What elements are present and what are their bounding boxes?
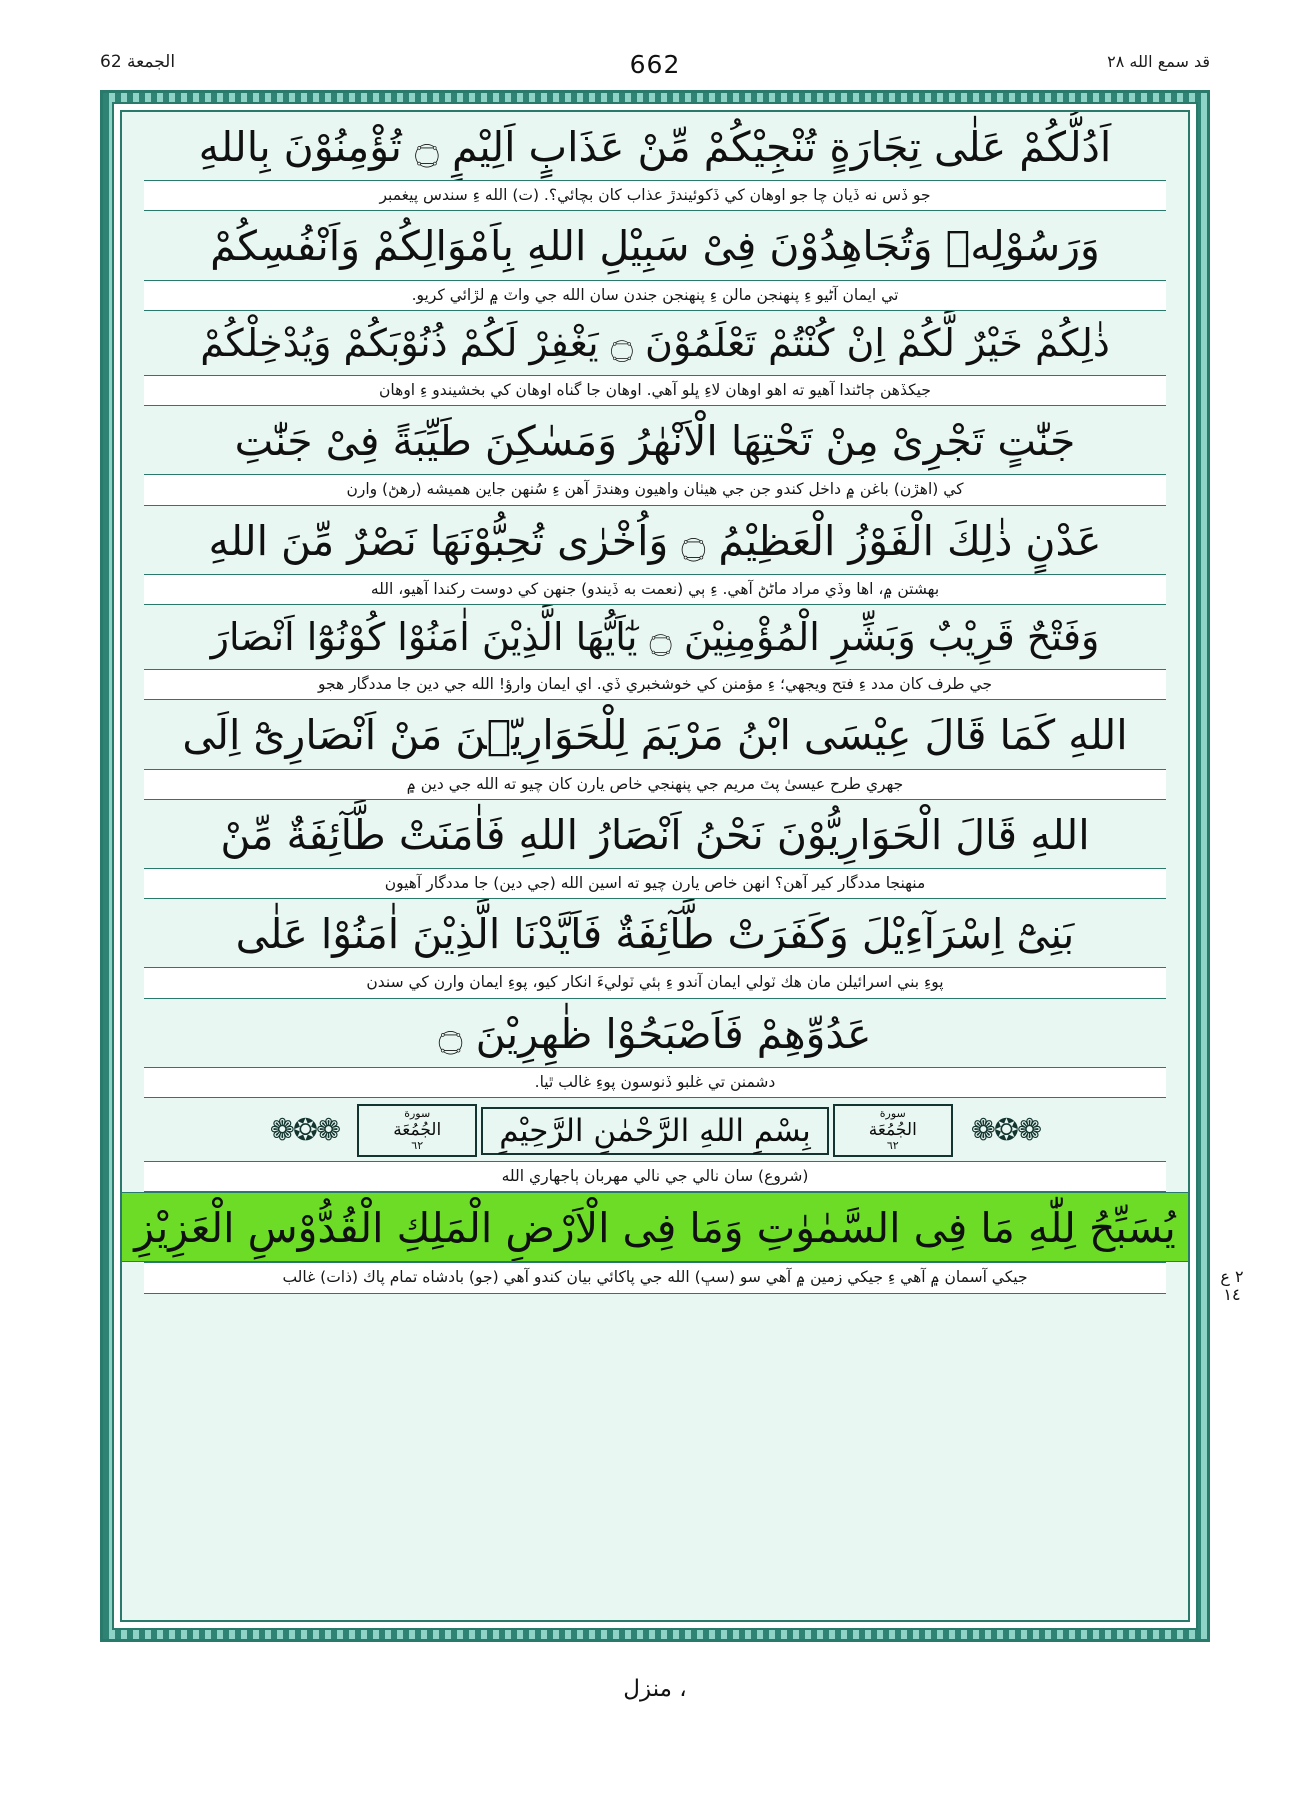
page-number: 662 [629,50,681,79]
translation-text: جي طرف كان مدد ءِ فتح ويجهي؛ ءِ مؤمنن كي خوشخبري ڏي. اي ايمان وارؤ! الله جي دين جا مددگار هجو [144,669,1166,700]
ayah-text: وَفَتْحٌ قَرِيْبٌ وَبَشِّرِ الْمُؤْمِنِيْنَ ۝ يٰٓاَيُّهَا الَّذِيْنَ اٰمَنُوْا كُوْنُوْٓا اَنْصَارَ [210,615,1100,660]
translation-row [122,769,1188,800]
translation-text: جهري طرح عيسىٰ پٽ مريم جي پنهنجي خاص يارن كان چيو ته الله جي دين ۾ [144,769,1166,800]
translation-text: پوءِ بني اسرائيلن مان هك ٽولي ايمان آندو ءِ ٻئي ٽوليءَ انكار كيو، پوءِ ايمان وارن كي سندن [144,967,1166,998]
translation-row [122,574,1188,605]
surah-number-2: ٦٢ [411,1139,424,1153]
translation-row [122,669,1188,700]
surah-label: سورة [879,1107,906,1121]
translation-text: تي ايمان آڻيو ءِ پنهنجن مالن ءِ پنهنجن جندن سان الله جي واٽ ۾ لڙائي كريو. [144,280,1166,311]
translation-row [122,180,1188,211]
ayah-text: وَرَسُوْلِهٖ وَتُجَاهِدُوْنَ فِىْ سَبِيْلِ اللهِ بِاَمْوَالِكُمْ وَاَنْفُسِكُمْ [210,222,1100,271]
ayah-text: اَدُلُّكُمْ عَلٰى تِجَارَةٍ تُنْجِيْكُمْ مِّنْ عَذَابٍ اَلِيْمٍ ۝ تُؤْمِنُوْنَ بِاللهِ [198,123,1112,171]
ornament-icon-2: ❁❂❁ [269,1113,340,1149]
ayah-text: اللهِ كَمَا قَالَ عِيْسَى ابْنُ مَرْيَمَ لِلْحَوَارِيّٖنَ مَنْ اَنْصَارِىْٓ اِلَى [182,711,1128,760]
ruku-marker: ٢ ع ١٤ [1220,1267,1244,1305]
ayah-text: اللهِ قَالَ الْحَوَارِيُّوْنَ نَحْنُ اَنْصَارُ اللهِ فَاٰمَنَتْ طَّآئِفَةٌ مِّنْ [220,810,1090,859]
translation-text: كي (اهڙن) باغن ۾ داخل كندو جن جي هيٺان واهيون وهندڙ آهن ءِ سُنهن جاين هميشه (رهڻ) وارن [144,474,1166,505]
surah-badge-left [357,1104,477,1157]
header-surah-label: الجمعة 62 [100,52,176,72]
ayah-text-final: عَدُوِّهِمْ فَاَصْبَحُوْا ظٰهِرِيْنَ ۝ [438,1009,872,1058]
surah-badge-right [833,1104,953,1157]
surah-number: ٦٢ [886,1139,899,1153]
translation-text: دشمنن تي غلبو ڏنوسون پوءِ غالب ٿيا. [144,1067,1166,1098]
translation-text: بهشتن ۾، اها وڏي مراد ماڻڻ آهي. ءِ ٻي (نعمت به ڏيندو) جنهن كي دوست ركندا آهيو، الله [144,574,1166,605]
translation-row [122,1067,1188,1098]
surah-name: الجُمُعَة [868,1119,917,1140]
translation-row [122,1161,1188,1192]
translation-text: جو ڏس نه ڏيان چا جو اوهان كي ڏكوئيندڙ عذاب كان بچائي؟. (ت) الله ءِ سندس پيغمبر [144,180,1166,211]
translation-row [122,474,1188,505]
basmala-text: بِسْمِ اللهِ الرَّحْمٰنِ الرَّحِيْمِ [481,1107,829,1155]
header-juz-label: قد سمع الله ٢٨ [1107,52,1210,71]
translation-row [122,1262,1188,1293]
ayah-text: بَنِىْٓ اِسْرَآءِيْلَ وَكَفَرَتْ طَّآئِفَةٌ فَاَيَّدْنَا الَّذِيْنَ اٰمَنُوْا عَلٰى [235,910,1075,959]
translation-text: جيكي آسمان ۾ آهي ءِ جيكي زمين ۾ آهي سو (سڀ) الله جي پاكائي بيان كندو آهي (جو) بادشاه تمام پاك (ذات) غالب [144,1262,1166,1293]
basmala-translation: (شروع) سان نالي جي نالي مهربان ٻاجهاري الله [144,1161,1166,1192]
surah-name-2: الجُمُعَة [393,1119,442,1140]
page-footer: منزل ، [623,1676,687,1702]
surah-label-2: سورة [404,1107,431,1121]
ayah-text: ذٰلِكُمْ خَيْرٌ لَّكُمْ اِنْ كُنْتُمْ تَعْلَمُوْنَ ۝ يَغْفِرْ لَكُمْ ذُنُوْبَكُمْ وَيُدْخِلْكُمْ [200,320,1110,365]
translation-row [122,967,1188,998]
text-area [120,110,1190,1622]
translation-text: جيكڏهن ڄاڻندا آهيو ته اهو اوهان لاءِ ڀلو آهي. اوهان جا گناه اوهان كي بخشيندو ءِ اوهان [144,375,1166,406]
basmala-panel [122,1098,1188,1161]
page-header [100,52,1210,84]
ayah-text-highlighted: يُسَبِّحُ لِلّٰهِ مَا فِى السَّمٰوٰتِ وَمَا فِى الْاَرْضِ الْمَلِكِ الْقُدُّوْسِ الْعَزِيْزِ [122,1192,1188,1262]
translation-row [122,375,1188,406]
ornament-icon: ❁❂❁ [970,1113,1041,1149]
ayah-text: جَنّٰتٍ تَجْرِىْ مِنْ تَحْتِهَا الْاَنْهٰرُ وَمَسٰكِنَ طَيِّبَةً فِىْ جَنّٰتِ [234,417,1076,466]
translation-row [122,868,1188,899]
translation-row [122,280,1188,311]
translation-text: منهنجا مددگار كير آهن؟ انهن خاص يارن چيو ته اسين الله (جي دين) جا مددگار آهيون [144,868,1166,899]
ayah-text: عَدْنٍ ذٰلِكَ الْفَوْزُ الْعَظِيْمُ ۝ وَاُخْرٰى تُحِبُّوْنَهَا نَصْرٌ مِّنَ اللهِ [208,516,1102,565]
